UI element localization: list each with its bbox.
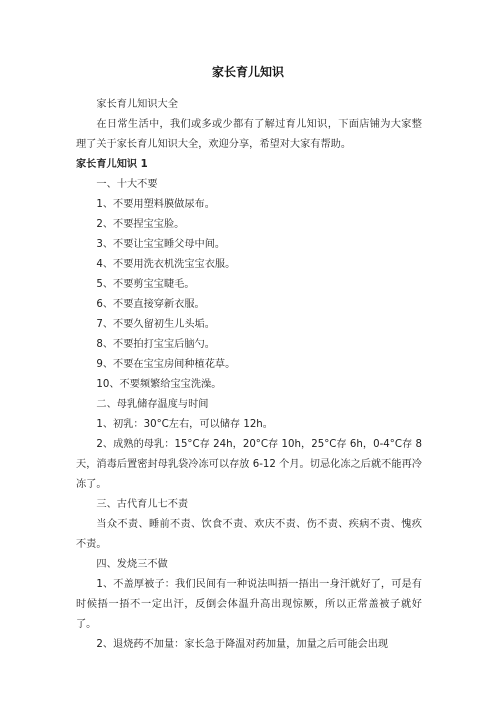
- part-title-fever-donts: 四、发烧三不做: [96, 559, 168, 570]
- list-item: 1、不要用塑料膜做尿布。: [96, 199, 215, 210]
- list-item: 7、不要久留初生儿头垢。: [96, 319, 215, 330]
- page-title: 家长育儿知识: [211, 65, 284, 79]
- list-item: 10、不要频繁给宝宝洗澡。: [96, 379, 222, 390]
- milk-mature-paragraph: 2、成熟的母乳：15°C存 24h，20°C存 10h，25°C存 6h，0-4°C存 8 天，消毒后置密封母乳袋冷冻可以存放 6-12 个月。切忌化冻之后就不能再冷冻了。: [76, 439, 422, 490]
- list-item: 6、不要直接穿新衣服。: [96, 299, 205, 310]
- subtitle: 家长育儿知识大全: [96, 99, 178, 110]
- part-title-ten-donts: 一、十大不要: [96, 179, 158, 190]
- list-item: 3、不要让宝宝睡父母中间。: [96, 239, 226, 250]
- list-item: 2、不要捏宝宝脸。: [96, 219, 185, 230]
- part-title-milk-storage: 二、母乳储存温度与时间: [96, 399, 209, 410]
- list-item: 5、不要剪宝宝睫毛。: [96, 279, 195, 290]
- intro-paragraph: 在日常生活中，我们或多或少都有了解过育儿知识，下面店铺为大家整理了关于家长育儿知识大全，欢迎分享，希望对大家有帮助。: [76, 119, 422, 150]
- document-body: [76, 95, 422, 655]
- fever-paragraph-1: 1、不盖厚被子：我们民间有一种说法叫捂一捂出一身汗就好了，可是有时候捂一捂不一定出汗，反倒会体温升高出现惊厥，所以正常盖被子就好了。: [76, 579, 422, 630]
- list-item: 9、不要在宝宝房间种植花草。: [96, 359, 236, 370]
- fever-paragraph-2: 2、退烧药不加量：家长急于降温对药加量，加量之后可能会出现: [96, 639, 389, 650]
- list-item: 4、不要用洗衣机洗宝宝衣服。: [96, 259, 236, 270]
- section-heading: 家长育儿知识 1: [76, 159, 148, 170]
- seven-no-blame-paragraph: 当众不责、睡前不责、饮食不责、欢庆不责、伤不责、疾病不责、愧疚不责。: [76, 519, 422, 550]
- part-title-seven-no-blame: 三、古代育儿七不责: [96, 499, 189, 510]
- milk-colostrum-paragraph: 1、初乳：30°C左右，可以储存 12h。: [96, 419, 273, 430]
- list-item: 8、不要拍打宝宝后脑勺。: [96, 339, 215, 350]
